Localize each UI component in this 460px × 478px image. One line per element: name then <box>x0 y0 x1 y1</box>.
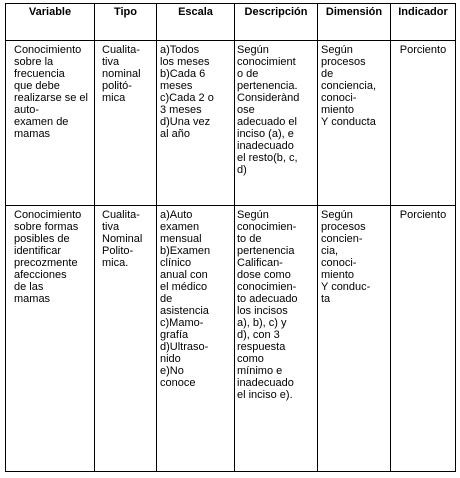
row1-escala: a)Todos los meses b)Cada 6 meses c)Cada 2 o 3 meses d)Una vez al año <box>160 44 214 140</box>
row1-descripcion: Según conocimient o de pertenencia. Considerànd ose adecuado el inciso (a), e inadecuado el resto(b, c, d) <box>237 44 300 176</box>
header-dimension: Dimensión <box>325 6 383 18</box>
header-tipo: Tipo <box>113 6 137 18</box>
row1-variable: Conocimiento sobre la frecuencia que debe realizarse se el auto- examen de mamas <box>14 44 88 140</box>
row1-tipo: Cualita- tiva nominal politó- mica <box>102 44 141 104</box>
row-divider <box>6 40 455 41</box>
row1-dimension: Según procesos de conciencia, conoci- miento Y conducta <box>321 44 377 128</box>
row2-indicador: Porciento <box>399 209 447 221</box>
header-descripcion: Descripción <box>244 6 308 18</box>
row2-escala: a)Auto examen mensual b)Examen clínico anual con el médico de asistencia c)Mamo- grafía d)Ultraso- nido e)No conoce <box>160 209 211 389</box>
header-variable: Variable <box>28 6 72 18</box>
row2-descripcion: Según conocimien- to de pertenencia Califican- dose como conocimien- to adecuado los incisos a), b), c) y d), con 3 respuesta como mínimo e inadecuado el inciso e). <box>237 209 298 401</box>
column-divider <box>234 4 235 471</box>
header-indicador: Indicador <box>398 6 448 18</box>
column-divider <box>317 4 318 471</box>
row-divider <box>6 205 455 206</box>
column-divider <box>94 4 95 471</box>
row2-variable: Conocimiento sobre formas posibles de identificar precozmente afecciones de las mamas <box>14 209 82 305</box>
header-escala: Escala <box>178 6 213 18</box>
column-divider <box>390 4 391 471</box>
row2-tipo: Cualita- tiva Nominal Polito- mica. <box>102 209 143 269</box>
row1-indicador: Porciento <box>399 44 447 56</box>
variables-table <box>5 3 456 472</box>
row2-dimension: Según procesos concien- cia, conoci- miento Y conduc- ta <box>321 209 371 305</box>
column-divider <box>156 4 157 471</box>
